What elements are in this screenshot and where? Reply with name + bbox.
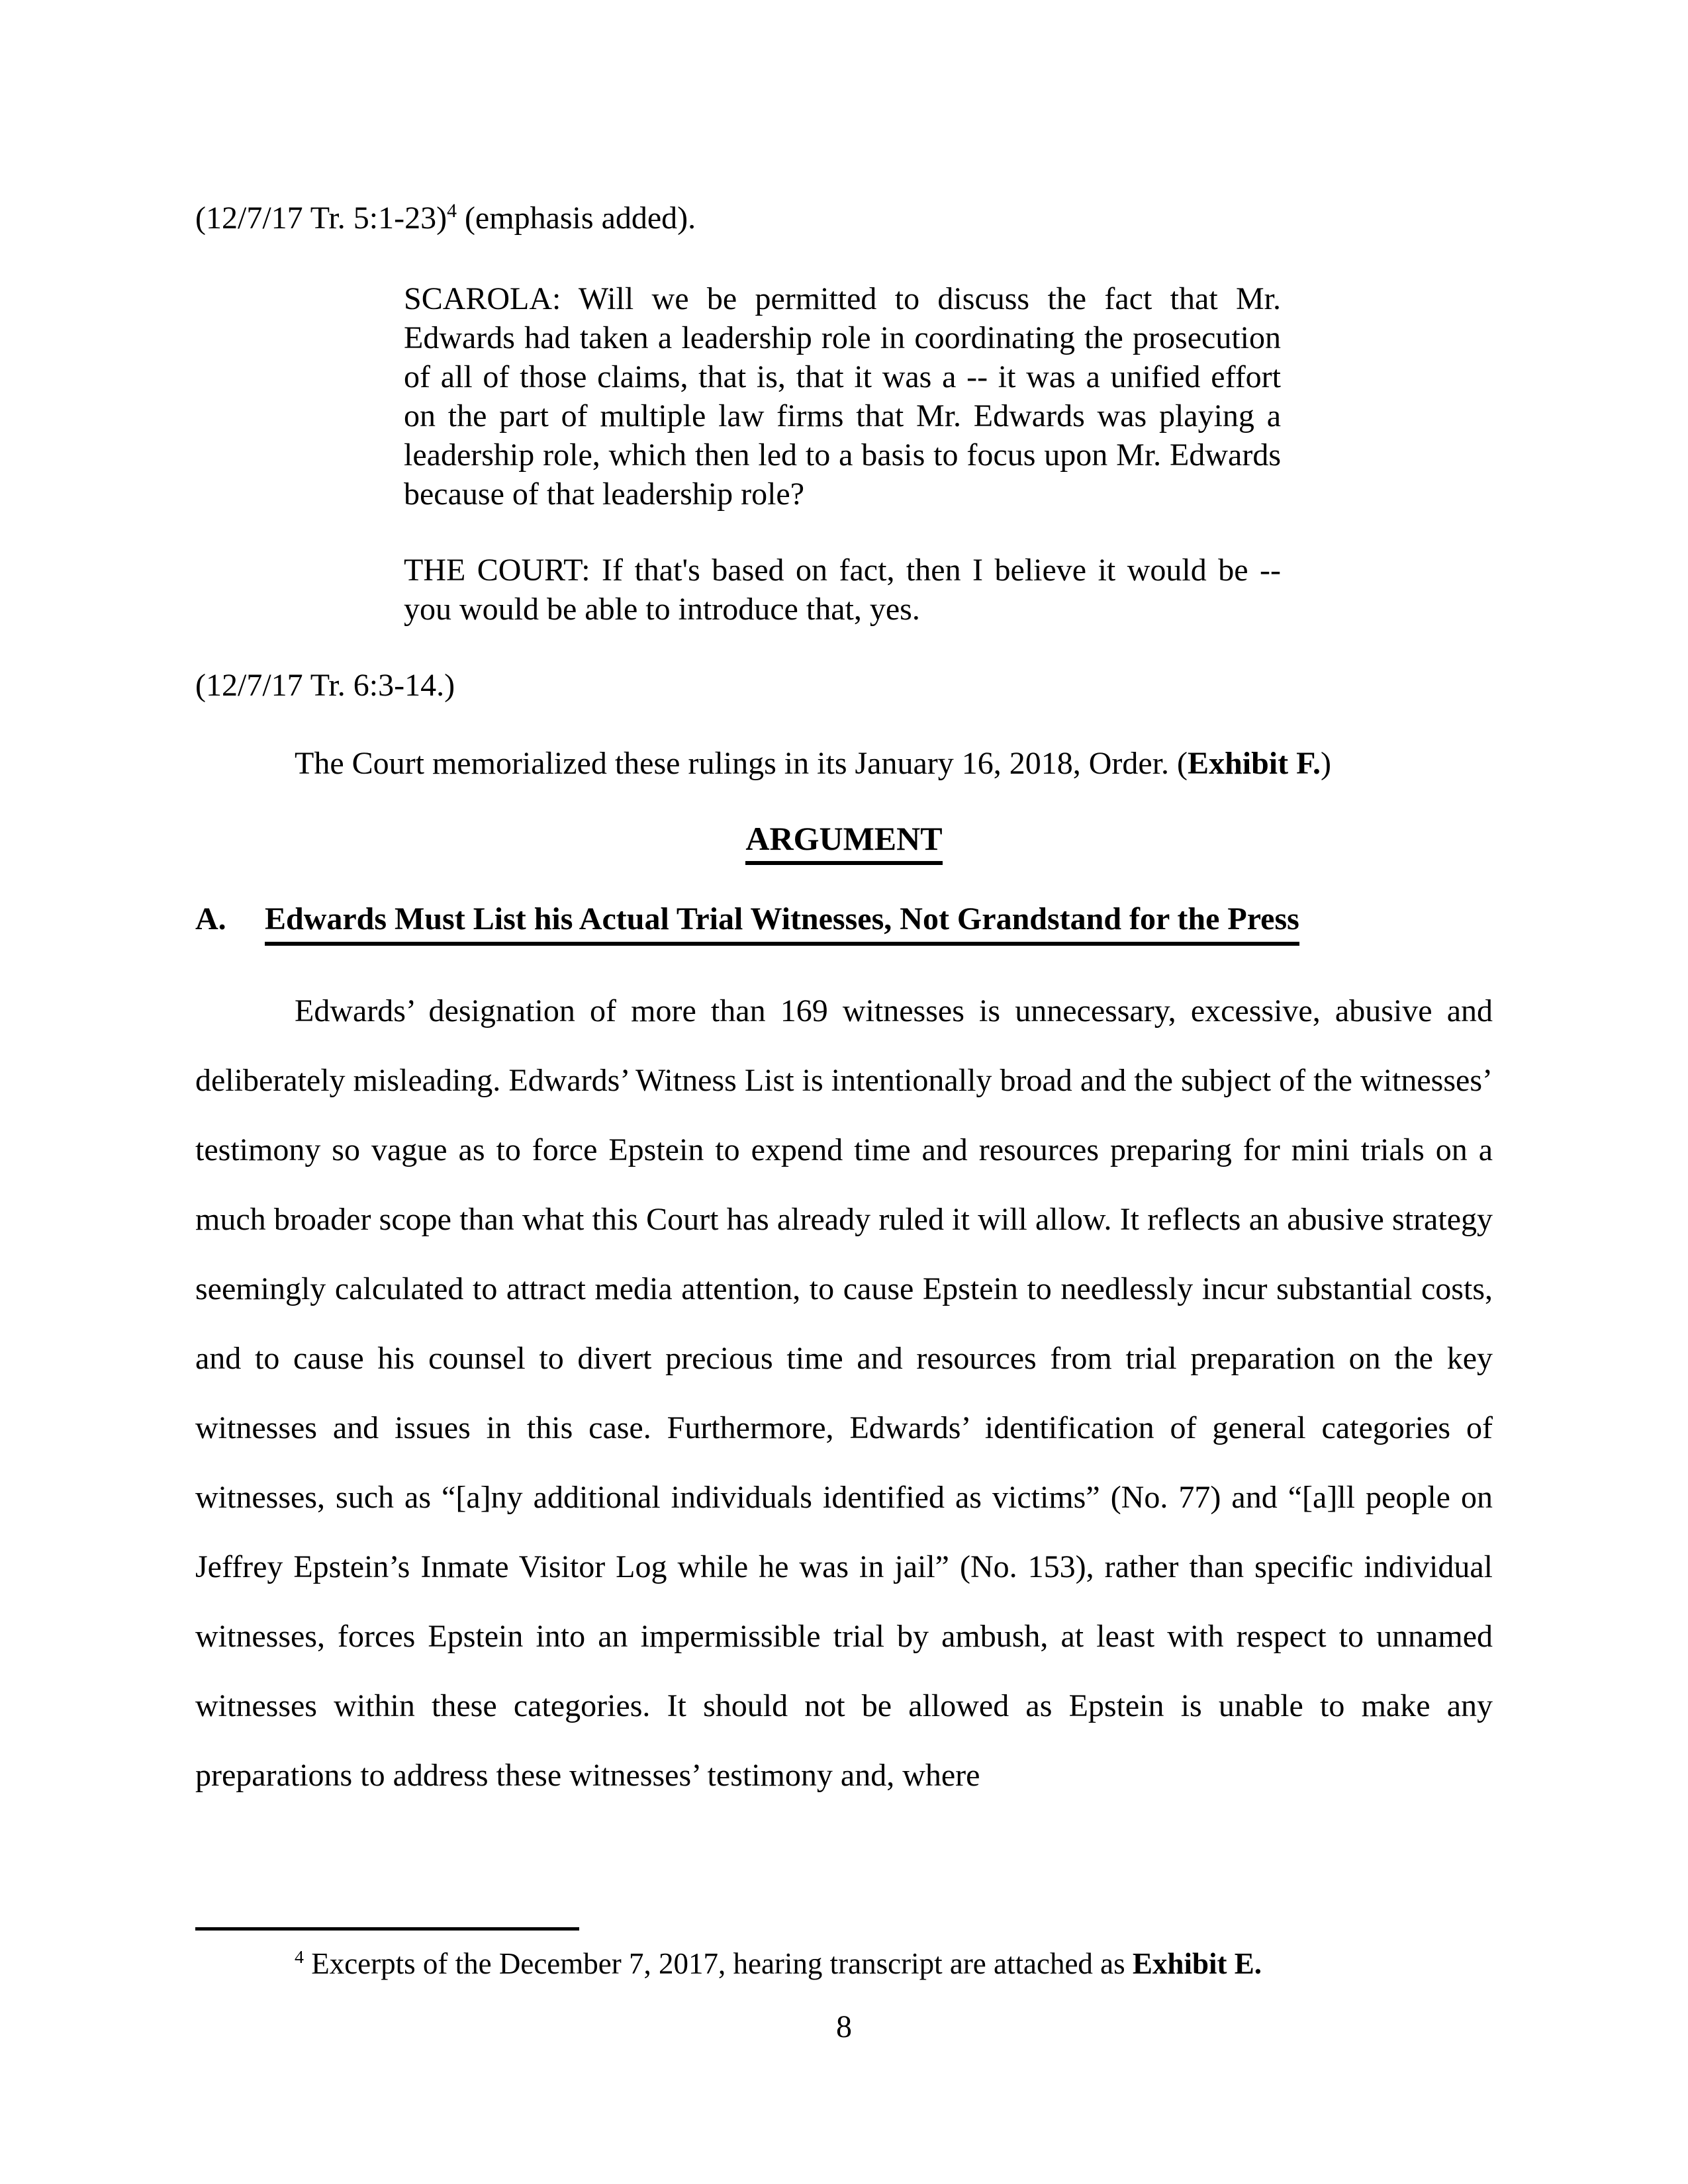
argument-heading-text: ARGUMENT [745, 820, 942, 865]
footnote-area [195, 1927, 1493, 1982]
exhibit-e-reference: Exhibit E. [1132, 1947, 1262, 1980]
order-sentence-text: The Court memorialized these rulings in its January 16, 2018, Order. ( [295, 746, 1188, 781]
page-number: 8 [836, 2009, 852, 2044]
citation-suffix: (emphasis added). [456, 201, 696, 236]
citation-line-2: (12/7/17 Tr. 6:3-14.) [195, 668, 455, 703]
body-paragraph: Edwards’ designation of more than 169 witnesses is unnecessary, excessive, abusive and deliberately misleading. Edwards’ Witness List is intentionally broad and the subject of the witnesses’ testimony so vague as to force Epstein to expend time and resources preparing for mini trials on a much broader scope than what this Court has already ruled it will allow. It reflects an abusive strategy seemingly calculated to attract media attention, to cause Epstein to needlessly incur substantial costs, and to cause his counsel to divert precious time and resources from trial preparation on the key witnesses and issues in this case. Furthermore, Edwards’ identification of general categories of witnesses, such as “[a]ny additional individuals identified as victims” (No. 77) and “[a]ll people on Jeffrey Epstein’s Inmate Visitor Log while he was in jail” (No. 153), rather than specific individual witnesses, forces Epstein into an impermissible trial by ambush, at least with respect to unnamed witnesses within these categories. It should not be allowed as Epstein is unable to make any preparations to address these witnesses’ testimony and, where [195, 993, 1493, 1793]
footnote-number: 4 [295, 1947, 304, 1968]
order-sentence-close: ) [1321, 746, 1332, 781]
section-a-heading [195, 899, 1493, 940]
footnote-separator [195, 1927, 579, 1931]
citation-line-1 [195, 199, 1493, 238]
citation-text: (12/7/17 Tr. 5:1-23) [195, 201, 447, 236]
exhibit-f-reference: Exhibit F. [1188, 746, 1321, 781]
order-sentence [195, 744, 1493, 784]
section-a-label: A. [195, 901, 226, 936]
section-a-title: Edwards Must List his Actual Trial Witnesses, Not Grandstand for the Press [265, 901, 1299, 946]
scarola-quote-paragraph: SCAROLA: Will we be permitted to discuss the fact that Mr. Edwards had taken a leadership role in coordinating the prosecution of all of those claims, that is, that it was a -- it was a unified effort on the part of multiple law firms that Mr. Edwards was playing a leadership role, which then led to a basis to focus upon Mr. Edwards because of that leadership role? [404, 281, 1281, 512]
transcript-quote-block [404, 279, 1281, 629]
court-quote-paragraph: THE COURT: If that's based on fact, then I believe it would be -- you would be able to introduce that, yes. [404, 553, 1281, 627]
footnote-reference: 4 [447, 200, 457, 222]
argument-heading [195, 818, 1493, 859]
footnote-body: Excerpts of the December 7, 2017, hearing transcript are attached as [303, 1947, 1133, 1980]
footnote-text [195, 1945, 1493, 1982]
